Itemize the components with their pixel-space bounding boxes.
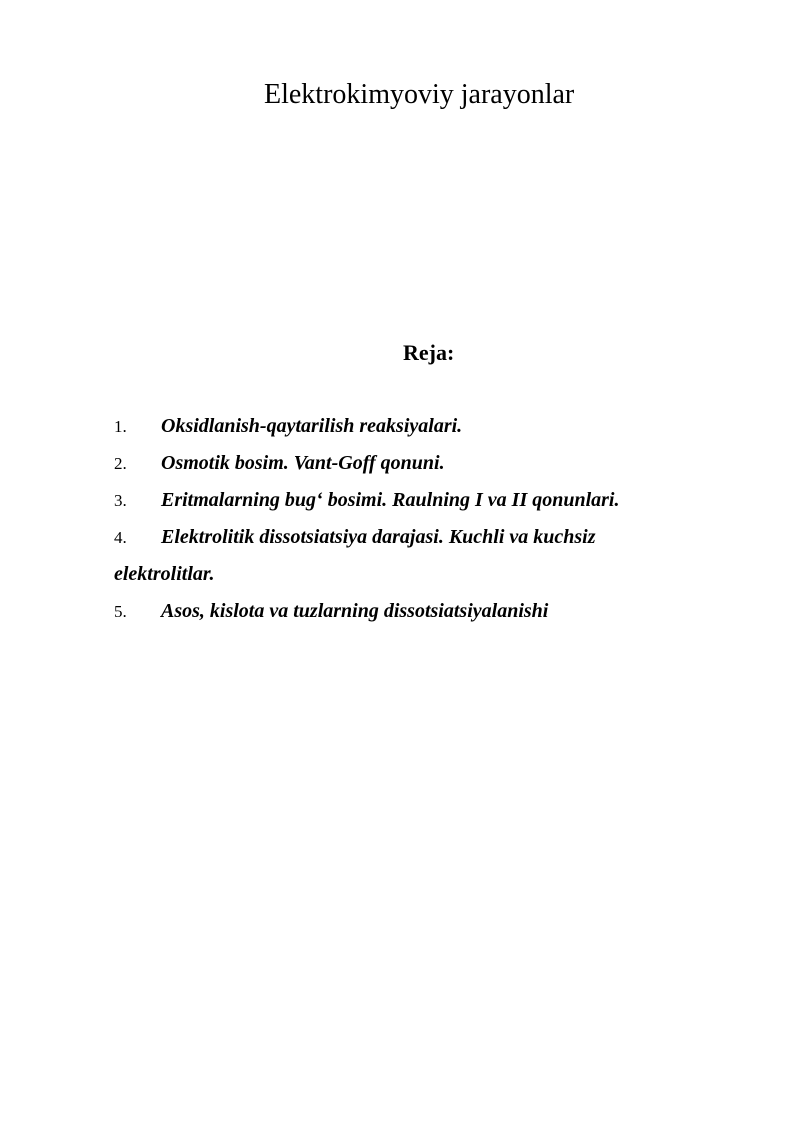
outline-item-text: Asos, kislota va tuzlarning dissotsiatsiyalanishi [161,600,549,622]
outline-item-number: 5. [114,602,127,621]
outline-item-3 [114,482,674,519]
outline-item-number: 1. [114,417,127,436]
outline-item-1 [114,408,674,445]
outline-item-number: 3. [114,491,127,510]
outline-item-number: 2. [114,454,127,473]
outline-item-5 [114,593,674,630]
outline-item-text: Eritmalarning bug‘ bosimi. Raulning I va II qonunlari. [161,489,620,511]
plan-outline [114,408,674,630]
outline-item-text: Osmotik bosim. Vant-Goff qonuni. [161,452,445,474]
outline-item-number: 4. [114,528,127,547]
outline-item-text: Oksidlanish-qaytarilish reaksiyalari. [161,415,463,437]
document-title: Elektrokimyoviy jarayonlar [264,79,575,110]
outline-item-4 [114,519,674,593]
plan-heading: Reja: [403,340,455,365]
outline-item-2 [114,445,674,482]
outline-item-text: Elektrolitik dissotsiatsiya darajasi. Kuchli va kuchsiz elektrolitlar. [114,526,596,585]
